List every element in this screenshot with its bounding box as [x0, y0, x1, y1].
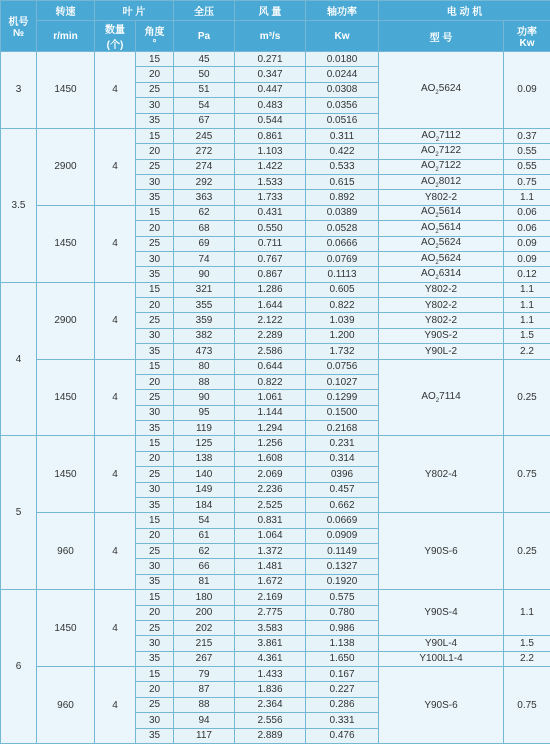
shaft-power-cell: 0.167: [306, 667, 379, 682]
blade-angle-cell: 30: [136, 559, 174, 574]
blade-angle-cell: 35: [136, 190, 174, 205]
pressure-cell: 81: [174, 574, 235, 589]
pressure-cell: 87: [174, 682, 235, 697]
shaft-power-cell: 0.1500: [306, 405, 379, 420]
motor-model-cell: $AO_25624$: [379, 251, 504, 266]
pressure-cell: 125: [174, 436, 235, 451]
header-shaft-power: 轴功率: [306, 1, 379, 21]
blade-angle-cell: 35: [136, 728, 174, 744]
shaft-power-cell: 0.0516: [306, 113, 379, 128]
motor-power-cell: 0.25: [504, 513, 550, 590]
table-row: [1, 205, 550, 220]
motor-model-cell: Y90S-6: [379, 513, 504, 590]
motor-model-cell: Y100L1-4: [379, 651, 504, 666]
pressure-cell: 88: [174, 697, 235, 712]
header-motor-model: 型 号: [379, 21, 504, 52]
airflow-cell: 0.347: [235, 67, 306, 82]
shaft-power-cell: 0.986: [306, 620, 379, 635]
blade-count-cell: 4: [95, 513, 136, 590]
shaft-power-cell: 0.1920: [306, 574, 379, 589]
blade-angle-cell: 35: [136, 267, 174, 282]
pressure-cell: 45: [174, 52, 235, 67]
pressure-cell: 245: [174, 128, 235, 143]
airflow-cell: 2.525: [235, 497, 306, 512]
blade-angle-cell: 35: [136, 344, 174, 359]
pressure-cell: 54: [174, 98, 235, 113]
blade-angle-cell: 30: [136, 405, 174, 420]
shaft-power-cell: 0.662: [306, 497, 379, 512]
blade-count-cell: 4: [95, 205, 136, 282]
airflow-cell: 3.861: [235, 636, 306, 651]
airflow-cell: 1.836: [235, 682, 306, 697]
blade-angle-cell: 20: [136, 528, 174, 543]
motor-model-cell: $AO_27112$: [379, 128, 504, 143]
shaft-power-cell: 0.1027: [306, 374, 379, 389]
pressure-cell: 202: [174, 620, 235, 635]
shaft-power-cell: 0.227: [306, 682, 379, 697]
shaft-power-cell: 0.0356: [306, 98, 379, 113]
pressure-cell: 74: [174, 251, 235, 266]
motor-model-cell: Y90L-4: [379, 636, 504, 651]
motor-power-cell: 1.1: [504, 590, 550, 636]
table-row: [1, 513, 550, 528]
airflow-cell: 2.236: [235, 482, 306, 497]
blade-angle-cell: 15: [136, 590, 174, 605]
shaft-power-cell: 0.892: [306, 190, 379, 205]
speed-cell: 960: [37, 667, 95, 744]
blade-angle-cell: 30: [136, 98, 174, 113]
airflow-cell: 1.733: [235, 190, 306, 205]
airflow-cell: 2.775: [235, 605, 306, 620]
header-motor: 电 动 机: [379, 1, 550, 21]
blade-count-cell: 4: [95, 359, 136, 436]
motor-power-cell: 0.75: [504, 436, 550, 513]
table-row: [1, 436, 550, 451]
shaft-power-cell: 0.615: [306, 175, 379, 190]
pressure-cell: 140: [174, 467, 235, 482]
header-pressure: 全压: [174, 1, 235, 21]
airflow-cell: 0.483: [235, 98, 306, 113]
pressure-cell: 51: [174, 82, 235, 97]
pressure-cell: 61: [174, 528, 235, 543]
pressure-cell: 88: [174, 374, 235, 389]
airflow-cell: 0.544: [235, 113, 306, 128]
motor-power-cell: 0.09: [504, 236, 550, 251]
motor-power-cell: 0.55: [504, 159, 550, 174]
blade-angle-cell: 30: [136, 713, 174, 728]
motor-power-cell: 0.55: [504, 144, 550, 159]
header-blade-count: 数量 (个): [95, 21, 136, 52]
shaft-power-cell: 0.1327: [306, 559, 379, 574]
airflow-cell: 1.144: [235, 405, 306, 420]
shaft-power-cell: 0.533: [306, 159, 379, 174]
pressure-cell: 215: [174, 636, 235, 651]
pressure-cell: 62: [174, 544, 235, 559]
motor-model-cell: Y90S-2: [379, 328, 504, 343]
table-row: [1, 590, 550, 605]
shaft-power-cell: 1.200: [306, 328, 379, 343]
blade-count-cell: 4: [95, 128, 136, 205]
motor-power-cell: 0.09: [504, 52, 550, 129]
motor-model-cell: $AO_27122$: [379, 144, 504, 159]
pressure-cell: 382: [174, 328, 235, 343]
airflow-cell: 0.431: [235, 205, 306, 220]
blade-angle-cell: 15: [136, 667, 174, 682]
speed-cell: 2900: [37, 128, 95, 205]
pressure-cell: 267: [174, 651, 235, 666]
pressure-cell: 95: [174, 405, 235, 420]
blade-angle-cell: 30: [136, 636, 174, 651]
shaft-power-cell: 1.039: [306, 313, 379, 328]
machine-no-cell: 3: [1, 52, 37, 129]
airflow-cell: 2.169: [235, 590, 306, 605]
blade-angle-cell: 20: [136, 67, 174, 82]
blade-angle-cell: 20: [136, 144, 174, 159]
pressure-cell: 54: [174, 513, 235, 528]
blade-angle-cell: 15: [136, 205, 174, 220]
pressure-cell: 90: [174, 390, 235, 405]
blade-angle-cell: 15: [136, 513, 174, 528]
airflow-cell: 1.294: [235, 421, 306, 436]
blade-angle-cell: 35: [136, 574, 174, 589]
table-body: [1, 52, 550, 744]
airflow-cell: 2.586: [235, 344, 306, 359]
motor-model-cell: Y90S-4: [379, 590, 504, 636]
motor-model-cell: $AO_25624$: [379, 52, 504, 129]
motor-power-cell: 1.1: [504, 313, 550, 328]
blade-angle-cell: 25: [136, 236, 174, 251]
blade-angle-cell: 15: [136, 52, 174, 67]
airflow-cell: 1.481: [235, 559, 306, 574]
header-machine-no: 机号 №: [1, 1, 37, 52]
airflow-cell: 2.069: [235, 467, 306, 482]
blade-count-cell: 4: [95, 436, 136, 513]
airflow-cell: 1.608: [235, 451, 306, 466]
blade-angle-cell: 20: [136, 605, 174, 620]
blade-count-cell: 4: [95, 282, 136, 359]
airflow-cell: 1.061: [235, 390, 306, 405]
header-airflow-unit: m³/s: [235, 21, 306, 52]
pressure-cell: 62: [174, 205, 235, 220]
shaft-power-cell: 0.0769: [306, 251, 379, 266]
pressure-cell: 149: [174, 482, 235, 497]
motor-power-cell: 0.09: [504, 251, 550, 266]
blade-angle-cell: 15: [136, 359, 174, 374]
pressure-cell: 79: [174, 667, 235, 682]
shaft-power-cell: 0.311: [306, 128, 379, 143]
blade-count-cell: 4: [95, 590, 136, 667]
motor-power-cell: 2.2: [504, 651, 550, 666]
speed-cell: 1450: [37, 359, 95, 436]
header-blade: 叶 片: [95, 1, 174, 21]
shaft-power-cell: 0.1299: [306, 390, 379, 405]
airflow-cell: 1.533: [235, 175, 306, 190]
blade-angle-cell: 15: [136, 128, 174, 143]
shaft-power-cell: 0.0244: [306, 67, 379, 82]
pressure-cell: 363: [174, 190, 235, 205]
motor-power-cell: 0.06: [504, 205, 550, 220]
blade-angle-cell: 30: [136, 175, 174, 190]
motor-model-cell: Y802-2: [379, 313, 504, 328]
pressure-cell: 272: [174, 144, 235, 159]
blade-angle-cell: 30: [136, 482, 174, 497]
shaft-power-cell: 0.2168: [306, 421, 379, 436]
blade-angle-cell: 20: [136, 374, 174, 389]
blade-angle-cell: 20: [136, 682, 174, 697]
pressure-cell: 50: [174, 67, 235, 82]
pressure-cell: 66: [174, 559, 235, 574]
blade-count-cell: 4: [95, 667, 136, 744]
shaft-power-cell: 0.422: [306, 144, 379, 159]
table-row: [1, 52, 550, 67]
shaft-power-cell: 1.732: [306, 344, 379, 359]
shaft-power-cell: 0396: [306, 467, 379, 482]
motor-power-cell: 1.1: [504, 282, 550, 297]
pressure-cell: 138: [174, 451, 235, 466]
airflow-cell: 0.447: [235, 82, 306, 97]
speed-cell: 1450: [37, 52, 95, 129]
motor-model-cell: $AO_25614$: [379, 205, 504, 220]
pressure-cell: 359: [174, 313, 235, 328]
blade-angle-cell: 25: [136, 544, 174, 559]
motor-power-cell: 0.75: [504, 667, 550, 744]
airflow-cell: 1.433: [235, 667, 306, 682]
motor-power-cell: 1.1: [504, 298, 550, 313]
motor-power-cell: 1.1: [504, 190, 550, 205]
airflow-cell: 1.064: [235, 528, 306, 543]
airflow-cell: 4.361: [235, 651, 306, 666]
shaft-power-cell: 1.650: [306, 651, 379, 666]
airflow-cell: 1.103: [235, 144, 306, 159]
pressure-cell: 69: [174, 236, 235, 251]
blade-angle-cell: 35: [136, 421, 174, 436]
pressure-cell: 80: [174, 359, 235, 374]
pressure-cell: 200: [174, 605, 235, 620]
motor-model-cell: Y90L-2: [379, 344, 504, 359]
blade-angle-cell: 25: [136, 82, 174, 97]
pressure-cell: 68: [174, 221, 235, 236]
motor-model-cell: Y802-2: [379, 282, 504, 297]
motor-model-cell: Y802-4: [379, 436, 504, 513]
shaft-power-cell: 0.822: [306, 298, 379, 313]
shaft-power-cell: 0.0666: [306, 236, 379, 251]
motor-power-cell: 0.25: [504, 359, 550, 436]
machine-no-cell: 6: [1, 590, 37, 744]
pressure-cell: 184: [174, 497, 235, 512]
shaft-power-cell: 0.314: [306, 451, 379, 466]
shaft-power-cell: 0.1149: [306, 544, 379, 559]
motor-power-cell: 1.5: [504, 636, 550, 651]
shaft-power-cell: 0.0180: [306, 52, 379, 67]
shaft-power-cell: 0.0756: [306, 359, 379, 374]
speed-cell: 960: [37, 513, 95, 590]
motor-model-cell: $AO_27122$: [379, 159, 504, 174]
airflow-cell: 0.822: [235, 374, 306, 389]
header-shaft-power-unit: Kw: [306, 21, 379, 52]
blade-angle-cell: 30: [136, 328, 174, 343]
pressure-cell: 67: [174, 113, 235, 128]
blade-angle-cell: 20: [136, 451, 174, 466]
motor-power-cell: 0.75: [504, 175, 550, 190]
speed-cell: 1450: [37, 205, 95, 282]
blade-angle-cell: 30: [136, 251, 174, 266]
blade-angle-cell: 20: [136, 221, 174, 236]
airflow-cell: 2.364: [235, 697, 306, 712]
airflow-cell: 0.831: [235, 513, 306, 528]
speed-cell: 1450: [37, 436, 95, 513]
pressure-cell: 119: [174, 421, 235, 436]
airflow-cell: 0.644: [235, 359, 306, 374]
shaft-power-cell: 0.231: [306, 436, 379, 451]
shaft-power-cell: 0.0528: [306, 221, 379, 236]
airflow-cell: 2.122: [235, 313, 306, 328]
airflow-cell: 0.711: [235, 236, 306, 251]
shaft-power-cell: 1.138: [306, 636, 379, 651]
machine-no-cell: 4: [1, 282, 37, 436]
motor-model-cell: Y802-2: [379, 298, 504, 313]
motor-model-cell: $AO_28012$: [379, 175, 504, 190]
speed-cell: 2900: [37, 282, 95, 359]
pressure-cell: 117: [174, 728, 235, 744]
pressure-cell: 94: [174, 713, 235, 728]
pressure-cell: 180: [174, 590, 235, 605]
table-row: [1, 282, 550, 297]
shaft-power-cell: 0.0909: [306, 528, 379, 543]
header-speed: 转速: [37, 1, 95, 21]
blade-angle-cell: 15: [136, 436, 174, 451]
motor-model-cell: $AO_27114$: [379, 359, 504, 436]
blade-angle-cell: 25: [136, 390, 174, 405]
shaft-power-cell: 0.476: [306, 728, 379, 744]
header-motor-power: 功率 Kw: [504, 21, 550, 52]
shaft-power-cell: 0.331: [306, 713, 379, 728]
machine-no-cell: 5: [1, 436, 37, 590]
airflow-cell: 0.550: [235, 221, 306, 236]
table-row: [1, 667, 550, 682]
shaft-power-cell: 0.286: [306, 697, 379, 712]
pressure-cell: 473: [174, 344, 235, 359]
pressure-cell: 355: [174, 298, 235, 313]
airflow-cell: 2.289: [235, 328, 306, 343]
blade-count-cell: 4: [95, 52, 136, 129]
header-pressure-unit: Pa: [174, 21, 235, 52]
motor-power-cell: 2.2: [504, 344, 550, 359]
blade-angle-cell: 25: [136, 159, 174, 174]
header-blade-angle: 角度 °: [136, 21, 174, 52]
airflow-cell: 0.767: [235, 251, 306, 266]
shaft-power-cell: 0.605: [306, 282, 379, 297]
motor-power-cell: 0.12: [504, 267, 550, 282]
airflow-cell: 3.583: [235, 620, 306, 635]
airflow-cell: 0.271: [235, 52, 306, 67]
airflow-cell: 2.556: [235, 713, 306, 728]
motor-power-cell: 0.06: [504, 221, 550, 236]
airflow-cell: 1.256: [235, 436, 306, 451]
airflow-cell: 0.861: [235, 128, 306, 143]
motor-model-cell: Y90S-6: [379, 667, 504, 744]
airflow-cell: 1.372: [235, 544, 306, 559]
blade-angle-cell: 15: [136, 282, 174, 297]
motor-model-cell: Y802-2: [379, 190, 504, 205]
airflow-cell: 2.889: [235, 728, 306, 744]
speed-cell: 1450: [37, 590, 95, 667]
motor-power-cell: 1.5: [504, 328, 550, 343]
motor-model-cell: $AO_25624$: [379, 236, 504, 251]
pressure-cell: 90: [174, 267, 235, 282]
pressure-cell: 292: [174, 175, 235, 190]
blade-angle-cell: 25: [136, 620, 174, 635]
table-row: [1, 359, 550, 374]
airflow-cell: 1.422: [235, 159, 306, 174]
shaft-power-cell: 0.0308: [306, 82, 379, 97]
header-speed-unit: r/min: [37, 21, 95, 52]
shaft-power-cell: 0.0389: [306, 205, 379, 220]
pressure-cell: 274: [174, 159, 235, 174]
blade-angle-cell: 35: [136, 113, 174, 128]
blade-angle-cell: 20: [136, 298, 174, 313]
blade-angle-cell: 35: [136, 497, 174, 512]
airflow-cell: 1.644: [235, 298, 306, 313]
motor-power-cell: 0.37: [504, 128, 550, 143]
airflow-cell: 1.286: [235, 282, 306, 297]
airflow-cell: 0.867: [235, 267, 306, 282]
blade-angle-cell: 25: [136, 467, 174, 482]
motor-model-cell: $AO_26314$: [379, 267, 504, 282]
motor-model-cell: $AO_25614$: [379, 221, 504, 236]
shaft-power-cell: 0.1113: [306, 267, 379, 282]
blade-angle-cell: 35: [136, 651, 174, 666]
blade-angle-cell: 25: [136, 313, 174, 328]
shaft-power-cell: 0.457: [306, 482, 379, 497]
table-row: [1, 128, 550, 143]
blade-angle-cell: 25: [136, 697, 174, 712]
shaft-power-cell: 0.780: [306, 605, 379, 620]
machine-no-cell: 3.5: [1, 128, 37, 282]
shaft-power-cell: 0.575: [306, 590, 379, 605]
pressure-cell: 321: [174, 282, 235, 297]
shaft-power-cell: 0.0669: [306, 513, 379, 528]
header-airflow: 风 量: [235, 1, 306, 21]
airflow-cell: 1.672: [235, 574, 306, 589]
